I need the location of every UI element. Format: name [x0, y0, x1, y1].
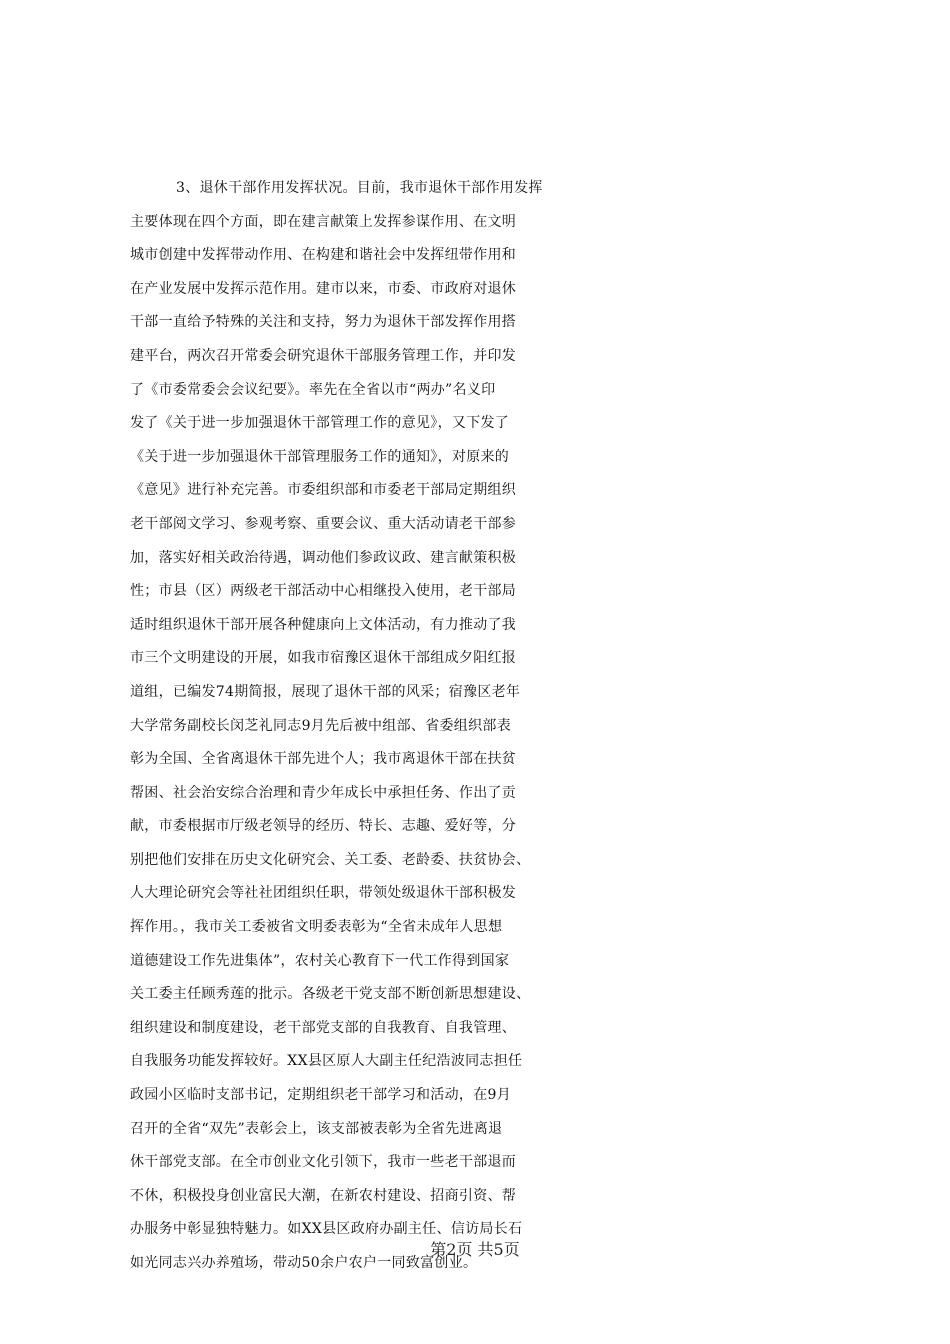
text-line: 大学常务副校长闵芝礼同志9月先后被中组部、省委组织部表: [130, 717, 512, 734]
text-line: 发了《关于进一步加强退休干部管理工作的意见》，又下发了: [130, 415, 510, 432]
page-number-footer: 第2页 共5页: [430, 1240, 520, 1259]
text-line: 主要体现在四个方面，即在建言献策上发挥参谋作用、在文明: [130, 213, 517, 230]
text-line: 市三个文明建设的开展，如我市宿豫区退休干部组成夕阳红报: [130, 650, 517, 667]
text-line: 性；市县（区）两级老干部活动中心相继投入使用，老干部局: [130, 583, 517, 600]
text-line: 适时组织退休干部开展各种健康向上文体活动，有力推动了我: [130, 616, 517, 633]
text-line: 休干部党支部。在全市创业文化引领下，我市一些老干部退而: [130, 1154, 517, 1171]
body-paragraph: [130, 172, 830, 1281]
text-line: 别把他们安排在历史文化研究会、关工委、老龄委、扶贫协会、: [130, 851, 531, 868]
text-line: 政园小区临时支部书记，定期组织老干部学习和活动，在9月: [130, 1087, 512, 1104]
text-line: 如光同志兴办养殖场，带动50余户农户一同致富创业。: [130, 1255, 478, 1271]
text-line: 组织建设和制度建设，老干部党支部的自我教育、自我管理、: [130, 1019, 517, 1036]
text-line: 彰为全国、全省离退休干部先进个人；我市离退休干部在扶贫: [130, 751, 517, 768]
text-line: 不休，积极投身创业富民大潮，在新农村建设、招商引资、帮: [130, 1187, 517, 1204]
text-line: 老干部阅文学习、参观考察、重要会议、重大活动请老干部参: [130, 515, 517, 532]
text-line: 城市创建中发挥带动作用、在构建和谐社会中发挥纽带作用和: [130, 247, 517, 264]
text-line: 献，市委根据市厅级老领导的经历、特长、志趣、爱好等，分: [130, 818, 517, 835]
text-line: 办服务中彰显独特魅力。如XX县区政府办副主任、信访局长石: [130, 1221, 523, 1238]
text-line: 在产业发展中发挥示范作用。建市以来，市委、市政府对退休: [130, 280, 517, 297]
text-line: 道德建设工作先进集体”，农村关心教育下一代工作得到国家: [130, 952, 510, 969]
text-line: 《关于进一步加强退休干部管理服务工作的通知》，对原来的: [130, 448, 510, 465]
text-line: 建平台，两次召开常委会研究退休干部服务管理工作，并印发: [130, 347, 517, 364]
text-line: 了《市委常委会会议纪要》。率先在全省以市“两办”名义印: [130, 381, 496, 398]
text-line: 3、退休干部作用发挥状况。目前，我市退休干部作用发挥: [176, 180, 543, 196]
text-line: 《意见》进行补充完善。市委组织部和市委老干部局定期组织: [130, 482, 517, 499]
text-line: 加，落实好相关政治待遇，调动他们参政议政、建言献策积极: [130, 549, 517, 566]
text-line: 自我服务功能发挥较好。XX县区原人大副主任纪浩波同志担任: [130, 1053, 523, 1070]
text-line: 人大理论研究会等社社团组织任职，带领处级退休干部积极发: [130, 885, 517, 902]
text-line: 召开的全省“双先”表彰会上，该支部被表彰为全省先进离退: [130, 1120, 503, 1137]
text-line: 道组，已编发74期简报，展现了退休干部的风采；宿豫区老年: [130, 683, 521, 700]
text-line: 关工委主任顾秀莲的批示。各级老干党支部不断创新思想建设、: [130, 986, 531, 1003]
text-line: 帮困、社会治安综合治理和青少年成长中承担任务、作出了贡: [130, 784, 517, 801]
text-line: 干部一直给予特殊的关注和支持，努力为退休干部发挥作用搭: [130, 314, 517, 331]
text-line: 挥作用。，我市关工委被省文明委表彰为“全省未成年人思想: [130, 919, 503, 936]
